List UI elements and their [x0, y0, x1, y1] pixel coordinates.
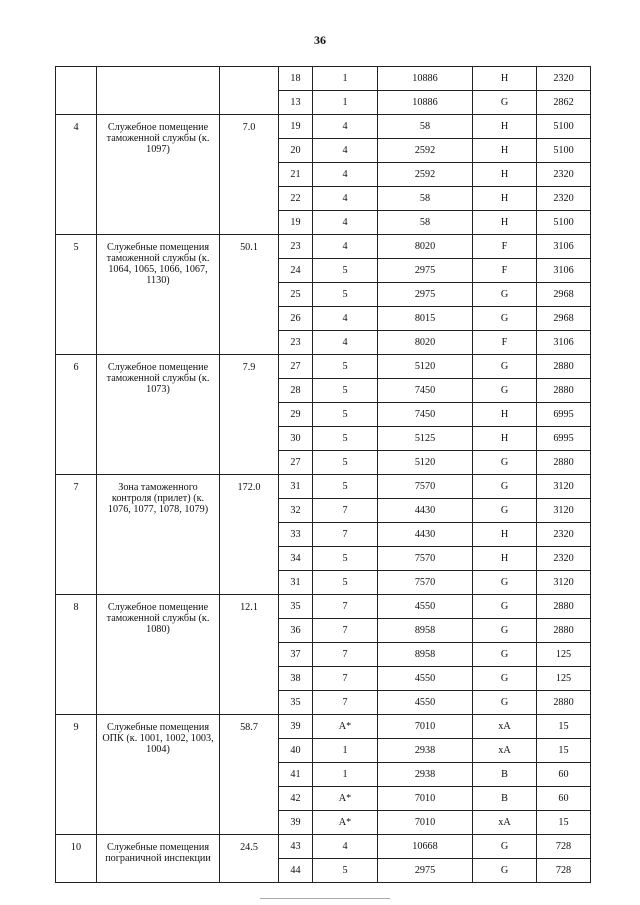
value-cell: 7570 [378, 571, 473, 595]
letter-cell: G [473, 283, 537, 307]
type-cell: 1 [313, 91, 378, 115]
height-cell: 3106 [537, 331, 591, 355]
height-cell: 2880 [537, 451, 591, 475]
type-cell: 1 [313, 67, 378, 91]
table-row [56, 355, 591, 379]
type-cell: 5 [313, 859, 378, 883]
area-cell [220, 67, 279, 115]
height-cell: 60 [537, 763, 591, 787]
area-cell: 172.0 [220, 475, 279, 595]
table-row [56, 235, 591, 259]
letter-cell: G [473, 835, 537, 859]
type-cell: 4 [313, 835, 378, 859]
value-cell: 4550 [378, 691, 473, 715]
height-cell: 6995 [537, 403, 591, 427]
type-cell: A* [313, 811, 378, 835]
height-cell: 728 [537, 859, 591, 883]
height-cell: 15 [537, 739, 591, 763]
letter-cell: H [473, 115, 537, 139]
letter-cell: G [473, 619, 537, 643]
point-cell: 30 [279, 427, 313, 451]
value-cell: 7010 [378, 811, 473, 835]
value-cell: 4430 [378, 499, 473, 523]
height-cell: 5100 [537, 211, 591, 235]
type-cell: 5 [313, 475, 378, 499]
height-cell: 3120 [537, 571, 591, 595]
height-cell: 125 [537, 667, 591, 691]
value-cell: 10668 [378, 835, 473, 859]
letter-cell: H [473, 427, 537, 451]
letter-cell: xA [473, 739, 537, 763]
area-cell: 7.9 [220, 355, 279, 475]
height-cell: 60 [537, 787, 591, 811]
height-cell: 125 [537, 643, 591, 667]
letter-cell: G [473, 667, 537, 691]
value-cell: 5120 [378, 355, 473, 379]
point-cell: 31 [279, 571, 313, 595]
type-cell: 1 [313, 739, 378, 763]
value-cell: 4550 [378, 667, 473, 691]
value-cell: 7450 [378, 379, 473, 403]
value-cell: 2938 [378, 739, 473, 763]
letter-cell: G [473, 379, 537, 403]
type-cell: 7 [313, 499, 378, 523]
height-cell: 2880 [537, 355, 591, 379]
letter-cell: G [473, 91, 537, 115]
letter-cell: H [473, 403, 537, 427]
table-body [56, 67, 591, 883]
height-cell: 15 [537, 811, 591, 835]
point-cell: 34 [279, 547, 313, 571]
table-row [56, 67, 591, 91]
letter-cell: H [473, 139, 537, 163]
coordinates-table [55, 66, 591, 883]
height-cell: 2320 [537, 523, 591, 547]
height-cell: 2320 [537, 547, 591, 571]
type-cell: 7 [313, 523, 378, 547]
point-cell: 19 [279, 211, 313, 235]
value-cell: 4430 [378, 523, 473, 547]
value-cell: 10886 [378, 91, 473, 115]
type-cell: 5 [313, 259, 378, 283]
point-cell: 38 [279, 667, 313, 691]
value-cell: 7010 [378, 787, 473, 811]
height-cell: 3120 [537, 475, 591, 499]
row-number-cell: 9 [56, 715, 97, 835]
area-cell: 50.1 [220, 235, 279, 355]
area-cell: 24.5 [220, 835, 279, 883]
page-number: 36 [314, 33, 326, 47]
height-cell: 2880 [537, 619, 591, 643]
type-cell: 4 [313, 139, 378, 163]
value-cell: 58 [378, 115, 473, 139]
letter-cell: G [473, 451, 537, 475]
height-cell: 6995 [537, 427, 591, 451]
room-name-cell: Служебные помещения таможенной службы (к. 1064, 1065, 1066, 1067, 1130) [97, 235, 220, 355]
type-cell: 7 [313, 619, 378, 643]
height-cell: 728 [537, 835, 591, 859]
value-cell: 10886 [378, 67, 473, 91]
value-cell: 5125 [378, 427, 473, 451]
area-cell: 12.1 [220, 595, 279, 715]
type-cell: 4 [313, 235, 378, 259]
letter-cell: H [473, 187, 537, 211]
point-cell: 13 [279, 91, 313, 115]
type-cell: 4 [313, 163, 378, 187]
letter-cell: G [473, 643, 537, 667]
room-name-cell: Служебные помещения ОПК (к. 1001, 1002, 1003, 1004) [97, 715, 220, 835]
point-cell: 37 [279, 643, 313, 667]
point-cell: 39 [279, 715, 313, 739]
point-cell: 35 [279, 595, 313, 619]
row-number-cell: 4 [56, 115, 97, 235]
type-cell: 4 [313, 331, 378, 355]
point-cell: 19 [279, 115, 313, 139]
point-cell: 44 [279, 859, 313, 883]
value-cell: 8958 [378, 643, 473, 667]
height-cell: 2320 [537, 187, 591, 211]
letter-cell: G [473, 307, 537, 331]
point-cell: 25 [279, 283, 313, 307]
letter-cell: H [473, 523, 537, 547]
point-cell: 28 [279, 379, 313, 403]
letter-cell: F [473, 259, 537, 283]
point-cell: 27 [279, 355, 313, 379]
type-cell: 4 [313, 187, 378, 211]
table-row [56, 475, 591, 499]
letter-cell: H [473, 547, 537, 571]
row-number-cell: 10 [56, 835, 97, 883]
table-row [56, 715, 591, 739]
point-cell: 18 [279, 67, 313, 91]
height-cell: 2880 [537, 379, 591, 403]
letter-cell: F [473, 235, 537, 259]
letter-cell: G [473, 595, 537, 619]
height-cell: 3106 [537, 259, 591, 283]
area-cell: 58.7 [220, 715, 279, 835]
type-cell: 7 [313, 643, 378, 667]
value-cell: 2975 [378, 259, 473, 283]
type-cell: 5 [313, 283, 378, 307]
type-cell: A* [313, 787, 378, 811]
height-cell: 3120 [537, 499, 591, 523]
type-cell: 5 [313, 571, 378, 595]
letter-cell: G [473, 859, 537, 883]
value-cell: 8020 [378, 331, 473, 355]
value-cell: 7570 [378, 475, 473, 499]
room-name-cell: Служебное помещение таможенной службы (к. 1080) [97, 595, 220, 715]
type-cell: 5 [313, 355, 378, 379]
type-cell: 4 [313, 307, 378, 331]
height-cell: 2880 [537, 691, 591, 715]
type-cell: 1 [313, 763, 378, 787]
type-cell: 5 [313, 451, 378, 475]
room-name-cell: Служебное помещение таможенной службы (к. 1073) [97, 355, 220, 475]
value-cell: 7570 [378, 547, 473, 571]
letter-cell: G [473, 691, 537, 715]
point-cell: 24 [279, 259, 313, 283]
type-cell: 4 [313, 211, 378, 235]
point-cell: 36 [279, 619, 313, 643]
point-cell: 40 [279, 739, 313, 763]
letter-cell: H [473, 67, 537, 91]
point-cell: 21 [279, 163, 313, 187]
point-cell: 26 [279, 307, 313, 331]
value-cell: 2975 [378, 859, 473, 883]
height-cell: 15 [537, 715, 591, 739]
value-cell: 7450 [378, 403, 473, 427]
type-cell: 7 [313, 667, 378, 691]
area-cell: 7.0 [220, 115, 279, 235]
type-cell: 5 [313, 403, 378, 427]
type-cell: 5 [313, 547, 378, 571]
type-cell: 7 [313, 691, 378, 715]
height-cell: 5100 [537, 115, 591, 139]
height-cell: 2862 [537, 91, 591, 115]
height-cell: 3106 [537, 235, 591, 259]
point-cell: 42 [279, 787, 313, 811]
type-cell: 5 [313, 379, 378, 403]
point-cell: 39 [279, 811, 313, 835]
value-cell: 2592 [378, 163, 473, 187]
table-row [56, 595, 591, 619]
letter-cell: H [473, 211, 537, 235]
point-cell: 33 [279, 523, 313, 547]
room-name-cell [97, 67, 220, 115]
height-cell: 2320 [537, 163, 591, 187]
letter-cell: B [473, 787, 537, 811]
letter-cell: G [473, 571, 537, 595]
point-cell: 29 [279, 403, 313, 427]
row-number-cell: 5 [56, 235, 97, 355]
value-cell: 58 [378, 211, 473, 235]
value-cell: 4550 [378, 595, 473, 619]
letter-cell: H [473, 163, 537, 187]
letter-cell: xA [473, 715, 537, 739]
point-cell: 31 [279, 475, 313, 499]
footer-line [260, 898, 390, 899]
point-cell: 41 [279, 763, 313, 787]
height-cell: 2968 [537, 283, 591, 307]
type-cell: 5 [313, 427, 378, 451]
value-cell: 8020 [378, 235, 473, 259]
value-cell: 7010 [378, 715, 473, 739]
point-cell: 23 [279, 331, 313, 355]
point-cell: 22 [279, 187, 313, 211]
letter-cell: B [473, 763, 537, 787]
value-cell: 8958 [378, 619, 473, 643]
room-name-cell: Служебные помещения пограничной инспекции [97, 835, 220, 883]
table-row [56, 115, 591, 139]
point-cell: 20 [279, 139, 313, 163]
point-cell: 32 [279, 499, 313, 523]
room-name-cell: Служебное помещение таможенной службы (к. 1097) [97, 115, 220, 235]
row-number-cell [56, 67, 97, 115]
type-cell: A* [313, 715, 378, 739]
height-cell: 2968 [537, 307, 591, 331]
value-cell: 2592 [378, 139, 473, 163]
row-number-cell: 7 [56, 475, 97, 595]
letter-cell: G [473, 499, 537, 523]
letter-cell: G [473, 475, 537, 499]
value-cell: 2975 [378, 283, 473, 307]
height-cell: 5100 [537, 139, 591, 163]
table-row [56, 835, 591, 859]
letter-cell: xA [473, 811, 537, 835]
value-cell: 5120 [378, 451, 473, 475]
height-cell: 2880 [537, 595, 591, 619]
point-cell: 27 [279, 451, 313, 475]
letter-cell: G [473, 355, 537, 379]
room-name-cell: Зона таможенного контроля (прилет) (к. 1076, 1077, 1078, 1079) [97, 475, 220, 595]
row-number-cell: 6 [56, 355, 97, 475]
letter-cell: F [473, 331, 537, 355]
point-cell: 43 [279, 835, 313, 859]
value-cell: 2938 [378, 763, 473, 787]
value-cell: 58 [378, 187, 473, 211]
type-cell: 7 [313, 595, 378, 619]
row-number-cell: 8 [56, 595, 97, 715]
point-cell: 35 [279, 691, 313, 715]
height-cell: 2320 [537, 67, 591, 91]
type-cell: 4 [313, 115, 378, 139]
value-cell: 8015 [378, 307, 473, 331]
point-cell: 23 [279, 235, 313, 259]
